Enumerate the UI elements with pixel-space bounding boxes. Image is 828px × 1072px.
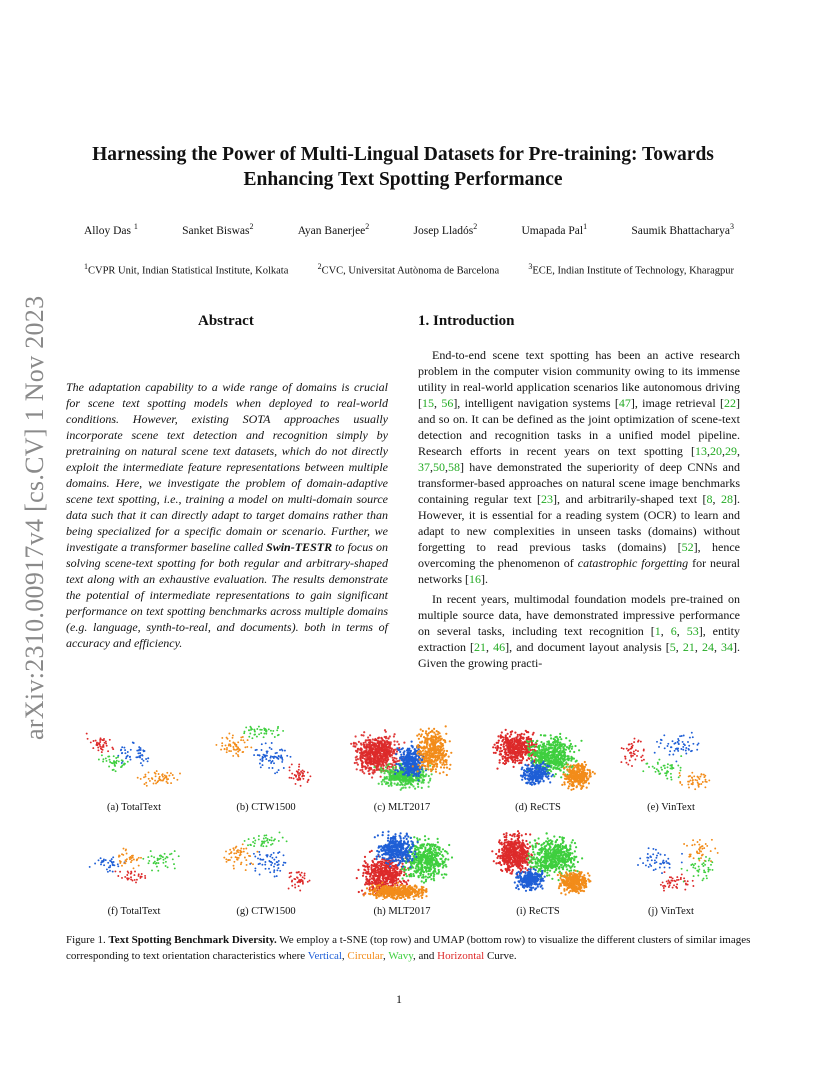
panel-caption-b: (b) CTW1500 xyxy=(236,802,296,813)
arxiv-side-stamp: arXiv:2310.00917v4 [cs.CV] 1 Nov 2023 xyxy=(20,295,49,740)
panel-caption-j: (j) VinText xyxy=(648,906,694,917)
citation-link[interactable]: 37 xyxy=(418,460,430,474)
author: Alloy Das $^1$ xyxy=(84,222,138,237)
citation-link[interactable]: 34 xyxy=(721,640,734,654)
author: Sanket Biswas$^2$ xyxy=(182,222,254,237)
abstract-text: The adaptation capability to a wide range of domains is crucial for scene text spotting models when deployed to real-world conditions. However, existing SOTA approaches usually incorporate scene text detection and recognition simply by pretraining on natural scene text datasets, which do not directly exploit the intermediate feature representations between multiple domains. Here, we investigate the problem of domain-adaptive scene text spotting, i.e., training a model on multi-domain source data such that it can directly adapt to target domains rather than being specialized for a specific domain or scenario. Further, we investigate a transformer baseline called Swin-TESTR to focus on solving scene-text spotting for both regular and arbitrary-shaped text along with an exhaustive evaluation. The results demonstrate the potential of intermediate representations to gain significant performance on text spotting benchmarks across multiple domains (e.g. language, synth-to-real, and documents). both in terms of accuracy and efficiency. xyxy=(66,380,388,650)
citation-link[interactable]: 24 xyxy=(701,640,714,654)
scatter-panel-a xyxy=(72,716,202,796)
scatter-panel-h xyxy=(337,820,467,900)
citation-link[interactable]: 29 xyxy=(725,444,737,458)
scatter-panel-c xyxy=(337,716,467,796)
panel-caption-d: (d) ReCTS xyxy=(515,802,561,813)
scatter-panel-j xyxy=(606,820,736,900)
citation-link[interactable]: 56 xyxy=(441,396,454,410)
panel-caption-f: (f) TotalText xyxy=(107,906,161,917)
paper-title xyxy=(80,142,726,192)
citation-link[interactable]: 52 xyxy=(681,540,694,554)
citation-link[interactable]: 5 xyxy=(669,640,676,654)
citation-link[interactable]: 20 xyxy=(710,444,722,458)
citation-link[interactable]: 53 xyxy=(686,624,699,638)
panel-caption-h: (h) MLT2017 xyxy=(373,906,431,917)
author: Josep Lladós$^2$ xyxy=(413,222,478,237)
model-name: Swin-TESTR xyxy=(266,540,333,554)
citation-link[interactable]: 21 xyxy=(474,640,487,654)
panel-caption-e: (e) VinText xyxy=(647,802,695,813)
intro-paragraph: End-to-end scene text spotting has been an active research problem in the computer vision community owing to its immense utility in real-world application scenarios like autonomous driving [15, 56], intelligent navigation systems [47], image retrieval [22] and so on. It can be defined as the joint optimization of scene-text detection and recognition tasks in a unified model pipeline. Research efforts in recent years on text spotting [13,20,29, 37,50,58] have demonstrated the superiority of deep CNNs and transformer-based approaches on natural scene image benchmarks containing regular text [23], and arbitrarily-shaped text [8, 28]. However, it is essential for a reading system (OCR) to learn and adapt to new complexities in unseen tasks (domains) without forgetting to read previous tasks (domains) [52], hence overcoming the phenomenon of catastrophic forgetting for neural networks [16]. xyxy=(418,348,741,586)
affiliation: $^2$CVC, Universitat Autònoma de Barcelona xyxy=(317,262,500,277)
title-line-1: Harnessing the Power of Multi-Lingual Datasets for Pre-training: Towards xyxy=(92,144,714,165)
legend-vertical: Vertical xyxy=(307,950,342,962)
author-list xyxy=(84,222,734,237)
title-line-2: Enhancing Text Spotting Performance xyxy=(243,169,563,190)
citation-link[interactable]: 22 xyxy=(724,396,737,410)
citation-link[interactable]: 58 xyxy=(448,460,460,474)
legend-horizontal: Horizontal xyxy=(437,950,485,962)
scatter-panel-d xyxy=(474,716,604,796)
author: Umapada Pal$^1$ xyxy=(521,222,588,237)
citation-link[interactable]: 46 xyxy=(493,640,506,654)
citation-link[interactable]: 16 xyxy=(469,572,481,586)
introduction-text xyxy=(418,347,740,671)
citation-link[interactable]: 23 xyxy=(541,492,554,506)
citation-link[interactable]: 15 xyxy=(422,396,434,410)
citation-link[interactable]: 6 xyxy=(670,624,677,638)
affiliation: $^1$CVPR Unit, Indian Statistical Institute, Kolkata xyxy=(84,262,289,277)
panel-caption-g: (g) CTW1500 xyxy=(236,906,296,917)
legend-wavy: Wavy xyxy=(388,950,414,962)
introduction-heading: 1. Introduction xyxy=(418,313,515,329)
affiliation: $^3$ECE, Indian Institute of Technology, Kharagpur xyxy=(528,262,734,277)
affiliation-list xyxy=(84,262,734,277)
citation-link[interactable]: 50 xyxy=(433,460,445,474)
scatter-panel-g xyxy=(200,820,330,900)
scatter-panel-i xyxy=(474,820,604,900)
scatter-panel-b xyxy=(200,716,330,796)
citation-link[interactable]: 13 xyxy=(695,444,707,458)
citation-link[interactable]: 47 xyxy=(618,396,631,410)
legend-circular: Circular xyxy=(347,950,384,962)
page-number: 1 xyxy=(396,992,402,1006)
panel-caption-a: (a) TotalText xyxy=(106,802,162,813)
figure-caption: Figure 1. Text Spotting Benchmark Diversity. We employ a t-SNE (top row) and UMAP (bottom row) to visualize the different clusters of similar images corresponding to text orientation characteristics where Vertical, Circular, Wavy, and Horizontal Curve. xyxy=(66,934,751,962)
author: Ayan Banerjee$^2$ xyxy=(297,222,370,237)
author: Saumik Bhattacharya$^3$ xyxy=(631,222,734,237)
panel-caption-i: (i) ReCTS xyxy=(516,906,560,917)
intro-paragraph: In recent years, multimodal foundation models pre-trained on multiple source data, have demonstrated impressive performance on several tasks, including text recognition [1, 6, 53], entity extraction [21, 46], and document layout analysis [5, 21, 24, 34]. Given the growing practi- xyxy=(418,592,741,670)
scatter-panel-e xyxy=(606,716,736,796)
citation-link[interactable]: 28 xyxy=(721,492,734,506)
citation-link[interactable]: 1 xyxy=(654,624,661,638)
panel-caption-c: (c) MLT2017 xyxy=(373,802,431,813)
abstract-heading: Abstract xyxy=(198,313,254,329)
citation-link[interactable]: 8 xyxy=(706,492,713,506)
citation-link[interactable]: 21 xyxy=(682,640,695,654)
scatter-panel-f xyxy=(72,820,202,900)
